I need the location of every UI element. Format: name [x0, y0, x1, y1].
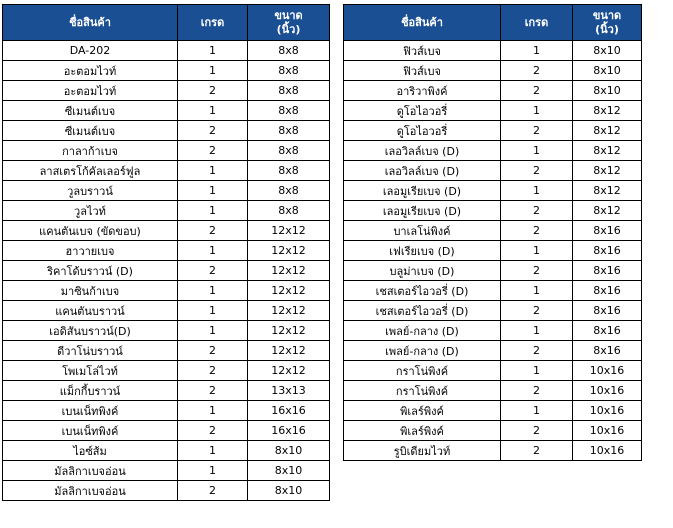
cell-size: 10x16	[573, 381, 642, 401]
table-row	[344, 401, 642, 421]
table-body-left	[3, 41, 330, 501]
table-row	[3, 81, 330, 101]
cell-grade: 2	[501, 261, 573, 281]
header-size-unit: (นิ้ว)	[276, 22, 301, 36]
cell-product-name: ดูโอไอวอรี่	[344, 101, 501, 121]
cell-size: 8x10	[573, 41, 642, 61]
cell-product-name: เลอวิลล์เบจ (D)	[344, 141, 501, 161]
cell-grade: 1	[178, 181, 248, 201]
cell-grade: 2	[501, 301, 573, 321]
cell-product-name: แคนตันเบจ (ขัดขอบ)	[3, 221, 178, 241]
product-table-left	[2, 4, 330, 501]
table-row	[3, 281, 330, 301]
cell-grade: 2	[501, 161, 573, 181]
cell-grade: 2	[501, 61, 573, 81]
cell-size: 8x16	[573, 261, 642, 281]
cell-grade: 1	[501, 141, 573, 161]
cell-product-name: อะตอมไวท์	[3, 81, 178, 101]
cell-size: 8x12	[573, 181, 642, 201]
cell-grade: 1	[178, 321, 248, 341]
cell-grade: 2	[501, 81, 573, 101]
table-row	[344, 161, 642, 181]
table-row	[344, 381, 642, 401]
table-row	[344, 141, 642, 161]
cell-size: 8x16	[573, 221, 642, 241]
cell-product-name: เพลย์-กลาง (D)	[344, 321, 501, 341]
cell-product-name: พิเลร์พิงค์	[344, 401, 501, 421]
cell-grade: 1	[501, 41, 573, 61]
cell-product-name: รูบิเดียมไวท์	[344, 441, 501, 461]
cell-grade: 1	[178, 401, 248, 421]
cell-product-name: กราโน่พิงค์	[344, 361, 501, 381]
cell-product-name: อะตอมไวท์	[3, 61, 178, 81]
cell-product-name: เพลย์-กลาง (D)	[344, 341, 501, 361]
cell-grade: 2	[501, 341, 573, 361]
table-row	[344, 281, 642, 301]
cell-size: 8x12	[573, 121, 642, 141]
cell-size: 8x12	[573, 141, 642, 161]
cell-product-name: ดูโอไอวอรี่	[344, 121, 501, 141]
header-size-label: ขนาด	[274, 8, 303, 22]
cell-size: 8x8	[248, 81, 330, 101]
cell-product-name: DA-202	[3, 41, 178, 61]
product-table-right	[343, 4, 642, 461]
cell-product-name: บลูม่าเบจ (D)	[344, 261, 501, 281]
cell-product-name: วูลไวท์	[3, 201, 178, 221]
cell-product-name: ซีเมนต์เบจ	[3, 121, 178, 141]
table-row	[3, 301, 330, 321]
table-row	[3, 61, 330, 81]
cell-product-name: ไอซ์ส้ม	[3, 441, 178, 461]
cell-product-name: พิเลร์พิงค์	[344, 421, 501, 441]
table-row	[344, 181, 642, 201]
cell-product-name: เชสเตอร์ไอวอรี่ (D)	[344, 281, 501, 301]
cell-product-name: ฟิวส์เบจ	[344, 61, 501, 81]
table-row	[344, 341, 642, 361]
cell-size: 8x8	[248, 101, 330, 121]
cell-grade: 1	[178, 101, 248, 121]
cell-size: 8x10	[248, 461, 330, 481]
table-row	[344, 201, 642, 221]
cell-grade: 1	[178, 441, 248, 461]
table-row	[3, 181, 330, 201]
cell-product-name: กาลาก้าเบจ	[3, 141, 178, 161]
cell-product-name: อาริวาพิงค์	[344, 81, 501, 101]
table-row	[3, 221, 330, 241]
cell-size: 8x8	[248, 41, 330, 61]
cell-product-name: เลอมูเรียเบจ (D)	[344, 181, 501, 201]
cell-grade: 1	[178, 61, 248, 81]
table-row	[344, 241, 642, 261]
table-row	[344, 421, 642, 441]
table-row	[344, 441, 642, 461]
table-row	[3, 101, 330, 121]
cell-size: 8x8	[248, 201, 330, 221]
cell-size: 8x10	[248, 481, 330, 501]
cell-grade: 2	[178, 141, 248, 161]
cell-grade: 1	[501, 181, 573, 201]
table-row	[344, 121, 642, 141]
cell-size: 8x8	[248, 121, 330, 141]
cell-grade: 1	[178, 241, 248, 261]
cell-size: 8x12	[573, 201, 642, 221]
cell-size: 10x16	[573, 421, 642, 441]
header-size	[248, 5, 330, 41]
cell-size: 12x12	[248, 321, 330, 341]
cell-size: 8x10	[248, 441, 330, 461]
table-row	[3, 261, 330, 281]
cell-grade: 1	[178, 201, 248, 221]
cell-size: 12x12	[248, 341, 330, 361]
cell-grade: 2	[501, 121, 573, 141]
cell-product-name: เอดิสันบราวน์(D)	[3, 321, 178, 341]
cell-size: 8x16	[573, 341, 642, 361]
cell-product-name: เบนเน็ทพิงค์	[3, 401, 178, 421]
cell-size: 8x10	[573, 81, 642, 101]
header-size-unit: (นิ้ว)	[595, 22, 619, 36]
table-row	[3, 341, 330, 361]
header-size	[573, 5, 642, 41]
cell-size: 8x8	[248, 181, 330, 201]
header-grade: เกรด	[178, 5, 248, 41]
cell-product-name: กราโน่พิงค์	[344, 381, 501, 401]
table-row	[344, 361, 642, 381]
cell-grade: 1	[501, 101, 573, 121]
cell-grade: 2	[501, 201, 573, 221]
cell-grade: 2	[178, 361, 248, 381]
cell-size: 12x12	[248, 221, 330, 241]
cell-grade: 1	[501, 401, 573, 421]
cell-grade: 2	[501, 421, 573, 441]
cell-size: 13x13	[248, 381, 330, 401]
cell-grade: 2	[178, 381, 248, 401]
cell-size: 8x16	[573, 241, 642, 261]
cell-size: 12x12	[248, 281, 330, 301]
table-row	[344, 261, 642, 281]
table-row	[344, 221, 642, 241]
cell-grade: 2	[178, 261, 248, 281]
table-row	[3, 41, 330, 61]
cell-size: 8x10	[573, 61, 642, 81]
cell-product-name: มาซินก้าเบจ	[3, 281, 178, 301]
header-product-name: ชื่อสินค้า	[3, 5, 178, 41]
cell-product-name: เลอมูเรียเบจ (D)	[344, 201, 501, 221]
table-row	[3, 401, 330, 421]
table-row	[344, 101, 642, 121]
header-grade: เกรด	[501, 5, 573, 41]
cell-grade: 1	[501, 361, 573, 381]
cell-size: 16x16	[248, 421, 330, 441]
cell-grade: 2	[178, 221, 248, 241]
cell-grade: 1	[178, 461, 248, 481]
cell-size: 8x8	[248, 61, 330, 81]
cell-product-name: เลอวิลล์เบจ (D)	[344, 161, 501, 181]
cell-product-name: ลาสเตรโก้คัลเลอร์ฟูล	[3, 161, 178, 181]
cell-size: 8x12	[573, 101, 642, 121]
table-row	[3, 381, 330, 401]
cell-grade: 1	[178, 161, 248, 181]
cell-grade: 2	[178, 481, 248, 501]
table-row	[344, 61, 642, 81]
table-row	[3, 421, 330, 441]
cell-product-name: แคนตันบราวน์	[3, 301, 178, 321]
cell-product-name: ซีเมนต์เบจ	[3, 101, 178, 121]
cell-size: 8x8	[248, 141, 330, 161]
cell-grade: 2	[178, 341, 248, 361]
cell-size: 12x12	[248, 361, 330, 381]
table-row	[344, 301, 642, 321]
cell-product-name: ฟิวส์เบจ	[344, 41, 501, 61]
cell-grade: 1	[501, 281, 573, 301]
cell-product-name: บาเลโน่พิงค์	[344, 221, 501, 241]
cell-size: 12x12	[248, 301, 330, 321]
cell-size: 10x16	[573, 441, 642, 461]
cell-product-name: ดีวาโน่บราวน์	[3, 341, 178, 361]
table-row	[344, 41, 642, 61]
table-row	[3, 361, 330, 381]
cell-grade: 1	[178, 41, 248, 61]
table-row	[344, 81, 642, 101]
cell-product-name: วูลบราวน์	[3, 181, 178, 201]
cell-size: 10x16	[573, 361, 642, 381]
cell-grade: 2	[178, 121, 248, 141]
cell-size: 10x16	[573, 401, 642, 421]
header-row	[344, 5, 642, 41]
cell-size: 8x16	[573, 281, 642, 301]
cell-size: 8x16	[573, 321, 642, 341]
cell-product-name: เชสเตอร์ไอวอรี่ (D)	[344, 301, 501, 321]
cell-grade: 2	[178, 81, 248, 101]
table-row	[3, 481, 330, 501]
cell-product-name: ริคาโด้บราวน์ (D)	[3, 261, 178, 281]
table-row	[344, 321, 642, 341]
cell-size: 12x12	[248, 261, 330, 281]
cell-size: 12x12	[248, 241, 330, 261]
table-row	[3, 141, 330, 161]
header-row	[3, 5, 330, 41]
cell-grade: 2	[501, 381, 573, 401]
cell-size: 8x12	[573, 161, 642, 181]
cell-product-name: เฟเรียเบจ (D)	[344, 241, 501, 261]
header-size-label: ขนาด	[592, 8, 622, 22]
cell-grade: 2	[178, 421, 248, 441]
cell-grade: 1	[501, 321, 573, 341]
cell-grade: 1	[178, 301, 248, 321]
cell-size: 8x16	[573, 301, 642, 321]
cell-size: 8x8	[248, 161, 330, 181]
cell-grade: 1	[501, 241, 573, 261]
cell-grade: 1	[178, 281, 248, 301]
cell-size: 16x16	[248, 401, 330, 421]
table-row	[3, 321, 330, 341]
cell-product-name: แม็กกี้บราวน์	[3, 381, 178, 401]
table-row	[3, 161, 330, 181]
cell-product-name: ฮาวายเบจ	[3, 241, 178, 261]
header-product-name: ชื่อสินค้า	[344, 5, 501, 41]
cell-grade: 2	[501, 441, 573, 461]
cell-grade: 2	[501, 221, 573, 241]
cell-product-name: มัลลิกาเบจอ่อน	[3, 481, 178, 501]
table-row	[3, 241, 330, 261]
cell-product-name: เบนเน็ทพิงค์	[3, 421, 178, 441]
cell-product-name: โพเมโล่ไวท์	[3, 361, 178, 381]
table-row	[3, 201, 330, 221]
table-row	[3, 461, 330, 481]
table-body-right	[344, 41, 642, 461]
table-row	[3, 121, 330, 141]
cell-product-name: มัลลิกาเบจอ่อน	[3, 461, 178, 481]
table-row	[3, 441, 330, 461]
